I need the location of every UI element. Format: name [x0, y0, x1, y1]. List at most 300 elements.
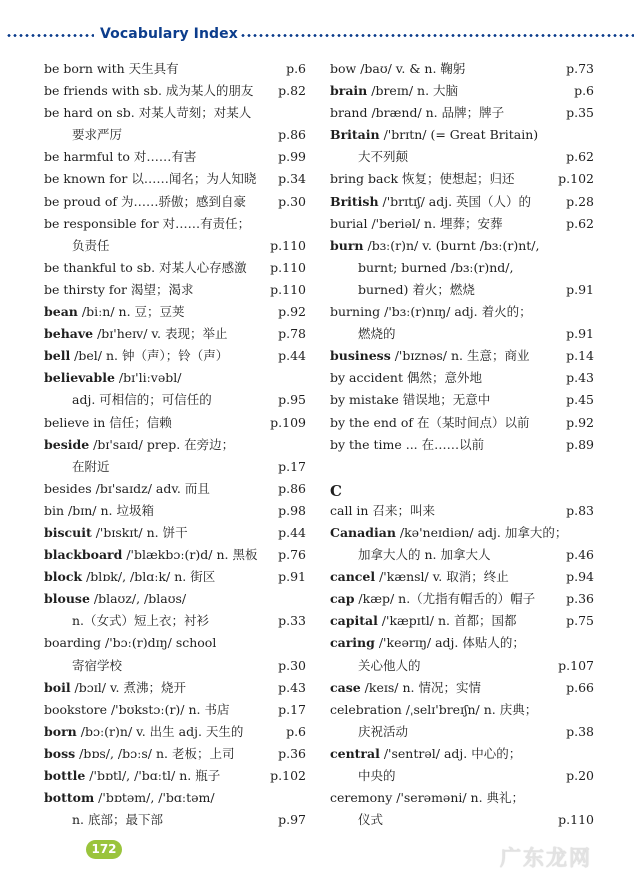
entry-text	[358, 655, 421, 677]
entry-definition: /'bʊkstɔː(r)/ n. 书店	[106, 701, 230, 717]
entry-continuation-line	[44, 235, 306, 257]
entry-text	[330, 787, 524, 809]
index-column-left	[44, 58, 306, 831]
entry-page-ref: p.91	[278, 569, 306, 585]
entry-headword: burial	[330, 215, 368, 231]
entry-headword: boil	[44, 679, 71, 695]
vocabulary-entry	[44, 743, 306, 765]
page-number-badge: 172	[86, 840, 122, 859]
entry-text	[44, 301, 185, 323]
entry-definition: /brænd/ n. 品牌；牌子	[367, 105, 505, 121]
entry-continuation-line	[44, 456, 306, 478]
entry-headword: bean	[44, 304, 78, 320]
entry-continuation-line	[330, 765, 594, 787]
entry-page-ref: p.73	[566, 61, 594, 76]
entry-definition: 为……骄傲；感到自豪	[117, 193, 247, 209]
entry-page-ref: p.110	[558, 812, 594, 828]
entry-page-ref: p.36	[278, 745, 306, 761]
entry-text	[44, 478, 210, 500]
entry-page-ref: p.44	[278, 524, 306, 540]
entry-definition: /'brɪtɪʃ/ adj. 英国（人）的	[378, 193, 532, 209]
entry-text	[44, 102, 251, 124]
entry-text	[44, 699, 229, 721]
section-title: Vocabulary Index	[100, 26, 238, 42]
vocabulary-entry	[44, 478, 306, 500]
entry-definition: /bɜː(r)n/ v. (burnt /bɜː(r)nt/,	[363, 237, 540, 253]
entry-definition: 信任；信赖	[105, 414, 172, 430]
entry-continuation-line	[44, 389, 306, 411]
vocabulary-entry	[330, 522, 594, 544]
entry-page-ref: p.78	[278, 326, 306, 342]
entry-headword: be friends with sb.	[44, 83, 162, 99]
entry-definition: /keɪs/ n. 情况；实情	[360, 679, 481, 695]
entry-headword: be harmful to	[44, 149, 130, 165]
entry-headword: bell	[44, 348, 71, 364]
entry-text	[44, 213, 250, 235]
entry-headword: British	[330, 193, 379, 209]
entry-definition: /blɒk/, /blɑːk/ n. 街区	[82, 569, 216, 585]
vocabulary-entry	[44, 367, 306, 389]
vocabulary-entry	[330, 58, 594, 80]
entry-text	[44, 544, 257, 566]
entry-definition: 成为某人的朋友	[161, 83, 254, 99]
entry-text	[44, 168, 256, 190]
entry-definition: /bɔɪl/ v. 煮沸；烧开	[70, 679, 186, 695]
vocabulary-entry	[44, 102, 306, 124]
entry-headword: be known for	[44, 171, 128, 187]
vocabulary-entry	[44, 168, 306, 190]
vocabulary-entry	[330, 80, 594, 102]
vocabulary-entry	[330, 389, 594, 411]
entry-text	[330, 699, 537, 721]
entry-definition: 燃烧的	[358, 326, 396, 342]
entry-page-ref: p.98	[278, 502, 306, 518]
vocabulary-entry	[44, 279, 306, 301]
entry-definition: /bɪn/ n. 垃圾箱	[64, 502, 154, 518]
entry-page-ref: p.6	[286, 723, 306, 739]
entry-headword: boarding	[44, 635, 102, 651]
entry-continuation-line	[330, 809, 594, 831]
vocabulary-entry	[44, 213, 306, 235]
entry-definition: 在附近	[72, 458, 110, 474]
entry-headword: believe in	[44, 414, 106, 430]
entry-page-ref: p.46	[566, 547, 594, 563]
entry-definition: /kæp/ n.（尤指有帽舌的）帽子	[354, 591, 536, 607]
entry-text	[330, 58, 465, 80]
entry-text	[330, 301, 532, 323]
entry-definition: 仪式	[358, 812, 384, 828]
entry-definition: /'kænsl/ v. 取消；终止	[375, 569, 509, 585]
entry-definition: adj. 可相信的；可信任的	[72, 392, 212, 408]
entry-continuation-line	[330, 257, 594, 279]
entry-definition: /'bɒtl/, /'bɑːtl/ n. 瓶子	[85, 768, 221, 783]
entry-headword: bow	[330, 61, 357, 76]
entry-definition: /kə'neɪdiən/ adj. 加拿大的；	[395, 524, 568, 540]
entry-definition: /'bɪznəs/ n. 生意；商业	[390, 348, 530, 364]
vocabulary-entry	[330, 213, 594, 235]
entry-headword: bring back	[330, 171, 399, 187]
entry-text	[330, 124, 538, 146]
entry-headword: burn	[330, 237, 364, 253]
entry-page-ref: p.102	[270, 768, 306, 783]
entry-page-ref: p.33	[278, 613, 306, 629]
entry-text	[44, 743, 234, 765]
entry-definition: 召来；叫来	[368, 502, 435, 518]
entry-text	[44, 257, 247, 279]
entry-headword: caring	[330, 635, 375, 651]
entry-headword: born	[44, 723, 77, 739]
entry-text	[330, 345, 530, 367]
entry-continuation-line	[44, 809, 306, 831]
vocabulary-entry	[330, 500, 594, 522]
entry-text	[72, 610, 209, 632]
entry-text	[330, 677, 481, 699]
entry-page-ref: p.62	[566, 149, 594, 165]
entry-definition: 以……闻名；为人知晓	[127, 171, 257, 187]
entry-text	[44, 412, 172, 434]
entry-page-ref: p.66	[566, 679, 594, 695]
entry-headword: blouse	[44, 591, 90, 607]
entry-definition: /'bɪskɪt/ n. 饼干	[91, 524, 188, 540]
section-spacer	[330, 456, 594, 478]
entry-headword: Britain	[330, 127, 380, 143]
section-letter-heading: C	[330, 481, 342, 500]
vocabulary-entry	[330, 367, 594, 389]
entry-headword: boss	[44, 745, 76, 761]
index-column-right	[330, 58, 594, 831]
entry-definition: 在……以前	[417, 436, 485, 452]
entry-headword: behave	[44, 326, 94, 342]
entry-text	[330, 367, 482, 389]
vocabulary-entry	[44, 566, 306, 588]
entry-text	[358, 146, 408, 168]
entry-text	[44, 58, 179, 80]
vocabulary-entry	[330, 434, 594, 456]
entry-headword: ceremony	[330, 790, 393, 806]
entry-definition: /'beriəl/ n. 埋葬；安葬	[367, 215, 503, 231]
entry-text	[44, 721, 243, 743]
vocabulary-entry	[330, 345, 594, 367]
entry-text	[44, 632, 216, 654]
entry-text	[44, 146, 196, 168]
entry-text	[330, 235, 540, 257]
entry-definition: /'keərɪŋ/ adj. 体贴人的；	[374, 635, 525, 651]
vocabulary-entry	[44, 434, 306, 456]
entry-definition: /'bɜː(r)nɪŋ/ adj. 着火的；	[380, 304, 532, 320]
entry-definition: 错误地；无意中	[398, 392, 491, 408]
entry-text	[330, 588, 535, 610]
entry-text	[72, 235, 110, 257]
entry-text	[330, 168, 515, 190]
entry-page-ref: p.35	[566, 105, 594, 121]
vocabulary-entry	[330, 235, 594, 257]
entry-definition: 对……有害	[129, 149, 197, 165]
entry-text	[358, 544, 490, 566]
entry-page-ref: p.110	[270, 259, 306, 275]
entry-headword: call in	[330, 502, 369, 518]
entry-page-ref: p.92	[278, 304, 306, 320]
vocabulary-entry	[330, 566, 594, 588]
entry-text	[44, 677, 186, 699]
entry-headword: brand	[330, 105, 368, 121]
entry-page-ref: p.45	[566, 392, 594, 408]
entry-text	[330, 500, 435, 522]
entry-headword: be responsible for	[44, 215, 159, 231]
entry-definition: /'bɒtəm/, /'bɑːtəm/	[94, 790, 215, 806]
entry-page-ref: p.44	[278, 348, 306, 364]
entry-definition: /bɪ'liːvəbl/	[114, 370, 182, 386]
entry-page-ref: p.102	[558, 171, 594, 187]
entry-text	[44, 323, 227, 345]
entry-text	[330, 389, 490, 411]
vocabulary-entry	[44, 146, 306, 168]
vocabulary-entry	[330, 632, 594, 654]
vocabulary-entry	[44, 301, 306, 323]
entry-definition: 负责任	[72, 237, 110, 253]
vocabulary-entry	[44, 412, 306, 434]
entry-text	[330, 80, 458, 102]
entry-text	[72, 655, 122, 677]
entry-page-ref: p.14	[566, 348, 594, 364]
entry-page-ref: p.75	[566, 613, 594, 629]
entry-page-ref: p.17	[278, 701, 306, 717]
vocabulary-entry	[330, 102, 594, 124]
entry-continuation-line	[330, 721, 594, 743]
entry-headword: biscuit	[44, 524, 92, 540]
entry-text	[330, 434, 484, 456]
entry-headword: believable	[44, 370, 115, 386]
entry-headword: by mistake	[330, 392, 399, 408]
vocabulary-entry	[330, 124, 594, 146]
site-watermark: 广东龙网	[500, 846, 592, 870]
entry-definition: /'brɪtn/ (= Great Britain)	[379, 127, 539, 143]
entry-text	[44, 765, 220, 787]
entry-text	[358, 279, 475, 301]
entry-page-ref: p.83	[566, 502, 594, 518]
vocabulary-entry	[44, 588, 306, 610]
entry-continuation-line	[330, 146, 594, 168]
entry-text	[358, 257, 514, 279]
vocabulary-entry	[330, 191, 594, 213]
entry-headword: bottle	[44, 768, 86, 783]
entry-headword: by the time ...	[330, 436, 418, 452]
entry-page-ref: p.109	[270, 414, 306, 430]
entry-text	[72, 809, 163, 831]
entry-page-ref: p.82	[278, 83, 306, 99]
header-dotted-rule-left	[6, 34, 94, 37]
entry-headword: burning	[330, 304, 381, 320]
entry-text	[72, 124, 122, 146]
entry-page-ref: p.91	[566, 326, 594, 342]
entry-text	[72, 456, 110, 478]
entry-continuation-line	[330, 279, 594, 301]
entry-page-ref: p.6	[574, 83, 594, 99]
page-header	[0, 26, 640, 46]
entry-definition: /bel/ n. 钟（声）；铃（声）	[70, 348, 229, 364]
vocabulary-entry	[44, 80, 306, 102]
entry-page-ref: p.92	[566, 414, 594, 430]
entry-page-ref: p.110	[270, 281, 306, 297]
entry-headword: cap	[330, 591, 355, 607]
entry-page-ref: p.107	[558, 657, 594, 673]
header-dotted-rule-right	[240, 34, 634, 37]
entry-definition: /blaʊz/, /blaʊs/	[89, 591, 187, 607]
entry-page-ref: p.30	[278, 193, 306, 209]
entry-page-ref: p.95	[278, 392, 306, 408]
entry-definition: n.（女式）短上衣；衬衫	[72, 613, 210, 629]
entry-definition: 对某人心存感激	[155, 259, 247, 275]
entry-page-ref: p.110	[270, 237, 306, 253]
vocabulary-entry	[330, 677, 594, 699]
vocabulary-entry	[330, 301, 594, 323]
entry-headword: besides	[44, 480, 92, 496]
entry-text	[330, 412, 530, 434]
entry-definition: /bɒs/, /bɔːs/ n. 老板；上司	[75, 745, 235, 761]
entry-headword: block	[44, 569, 83, 585]
entry-headword: bottom	[44, 790, 95, 806]
entry-text	[358, 323, 396, 345]
entry-definition: 在（某时间点）以前	[413, 414, 530, 430]
vocabulary-entry	[44, 699, 306, 721]
vocabulary-entry	[330, 412, 594, 434]
entry-text	[44, 588, 186, 610]
entry-headword: capital	[330, 613, 378, 629]
entry-text	[330, 743, 521, 765]
entry-definition: 加拿大人的 n. 加拿大人	[358, 547, 491, 563]
entry-headword: brain	[330, 83, 368, 99]
vocabulary-entry	[44, 632, 306, 654]
entry-page-ref: p.62	[566, 215, 594, 231]
entry-definition: /'blækbɔː(r)d/ n. 黑板	[122, 547, 258, 563]
vocabulary-entry	[44, 191, 306, 213]
entry-text	[72, 389, 212, 411]
entry-headword: be born with	[44, 61, 125, 76]
entry-page-ref: p.34	[278, 171, 306, 187]
entry-page-ref: p.6	[286, 61, 306, 76]
vocabulary-entry	[44, 522, 306, 544]
entry-definition: 中央的	[358, 768, 396, 783]
entry-headword: bookstore	[44, 701, 107, 717]
entry-page-ref: p.99	[278, 149, 306, 165]
entry-headword: bin	[44, 502, 65, 518]
entry-headword: business	[330, 348, 391, 364]
entry-definition: 天生具有	[124, 61, 179, 76]
entry-text	[44, 522, 188, 544]
entry-text	[44, 566, 215, 588]
entry-headword: be thankful to sb.	[44, 259, 156, 275]
entry-text	[44, 345, 228, 367]
entry-text	[330, 102, 504, 124]
entry-text	[44, 191, 246, 213]
entry-text	[358, 721, 408, 743]
vocabulary-entry	[330, 787, 594, 809]
entry-text	[44, 279, 194, 301]
entry-definition: 恢复；使想起；归还	[398, 171, 515, 187]
entry-continuation-line	[330, 544, 594, 566]
entry-definition: 渴望；渴求	[127, 281, 194, 297]
entry-headword: cancel	[330, 569, 376, 585]
entry-page-ref: p.38	[566, 723, 594, 739]
entry-definition: 寄宿学校	[72, 657, 123, 673]
entry-page-ref: p.17	[278, 458, 306, 474]
entry-continuation-line	[44, 610, 306, 632]
entry-definition: /'bɔː(r)dɪŋ/ school	[101, 635, 217, 651]
entry-definition: /'serəməni/ n. 典礼；	[392, 790, 525, 806]
entry-page-ref: p.43	[566, 370, 594, 386]
entry-definition: /biːn/ n. 豆；豆荚	[77, 304, 185, 320]
entry-headword: beside	[44, 436, 90, 452]
entry-definition: /'kæpɪtl/ n. 首都；国都	[377, 613, 517, 629]
entry-headword: by accident	[330, 370, 403, 386]
entry-page-ref: p.76	[278, 547, 306, 563]
entry-definition: 关心他人的	[358, 657, 421, 673]
entry-headword: celebration	[330, 701, 402, 717]
entry-page-ref: p.94	[566, 569, 594, 585]
vocabulary-entry	[330, 610, 594, 632]
entry-definition: 对……有责任；	[158, 215, 251, 231]
entry-definition: 要求严厉	[72, 127, 123, 143]
entry-text	[358, 765, 396, 787]
entry-definition: 偶然；意外地	[402, 370, 482, 386]
entry-definition: n. 底部；最下部	[72, 812, 163, 828]
entry-text	[358, 809, 383, 831]
vocabulary-entry	[330, 588, 594, 610]
vocabulary-entry	[44, 765, 306, 787]
entry-page-ref: p.86	[278, 127, 306, 143]
entry-page-ref: p.28	[566, 193, 594, 209]
entry-definition: /baʊ/ v. & n. 鞠躬	[356, 61, 466, 76]
entry-text	[330, 213, 503, 235]
entry-headword: Canadian	[330, 524, 396, 540]
entry-text	[44, 500, 154, 522]
entry-headword: be proud of	[44, 193, 118, 209]
entry-definition: /bɪ'saɪdz/ adv. 而且	[91, 480, 210, 496]
entry-definition: /bɪ'heɪv/ v. 表现；举止	[93, 326, 228, 342]
entry-page-ref: p.97	[278, 812, 306, 828]
entry-headword: by the end of	[330, 414, 414, 430]
vocabulary-entry	[44, 345, 306, 367]
entry-definition: /bɔː(r)n/ v. 出生 adj. 天生的	[76, 723, 244, 739]
vocabulary-entry	[44, 544, 306, 566]
entry-continuation-line	[330, 323, 594, 345]
entry-definition: burnt; burned /bɜː(r)nd/,	[358, 259, 514, 275]
entry-definition: 大不列颠	[358, 149, 409, 165]
vocabulary-entry	[44, 500, 306, 522]
vocabulary-entry	[330, 743, 594, 765]
vocabulary-entry	[44, 677, 306, 699]
vocabulary-entry	[44, 257, 306, 279]
entry-continuation-line	[44, 655, 306, 677]
entry-text	[44, 787, 215, 809]
entry-definition: 对某人苛刻；对某人	[134, 105, 252, 121]
entry-text	[44, 80, 253, 102]
entry-continuation-line	[330, 655, 594, 677]
entry-headword: be thirsty for	[44, 281, 128, 297]
entry-definition: /ˌselɪ'breɪʃn/ n. 庆典；	[401, 701, 538, 717]
entry-definition: /'sentrəl/ adj. 中心的；	[379, 745, 522, 761]
entry-text	[330, 566, 509, 588]
entry-text	[330, 191, 531, 213]
entry-page-ref: p.86	[278, 480, 306, 496]
entry-text	[330, 610, 516, 632]
entry-definition: /breɪn/ n. 大脑	[367, 83, 459, 99]
vocabulary-entry	[44, 787, 306, 809]
entry-page-ref: p.91	[566, 281, 594, 297]
entry-continuation-line	[44, 124, 306, 146]
vocabulary-entry	[330, 168, 594, 190]
entry-page-ref: p.36	[566, 591, 594, 607]
vocabulary-entry	[330, 699, 594, 721]
